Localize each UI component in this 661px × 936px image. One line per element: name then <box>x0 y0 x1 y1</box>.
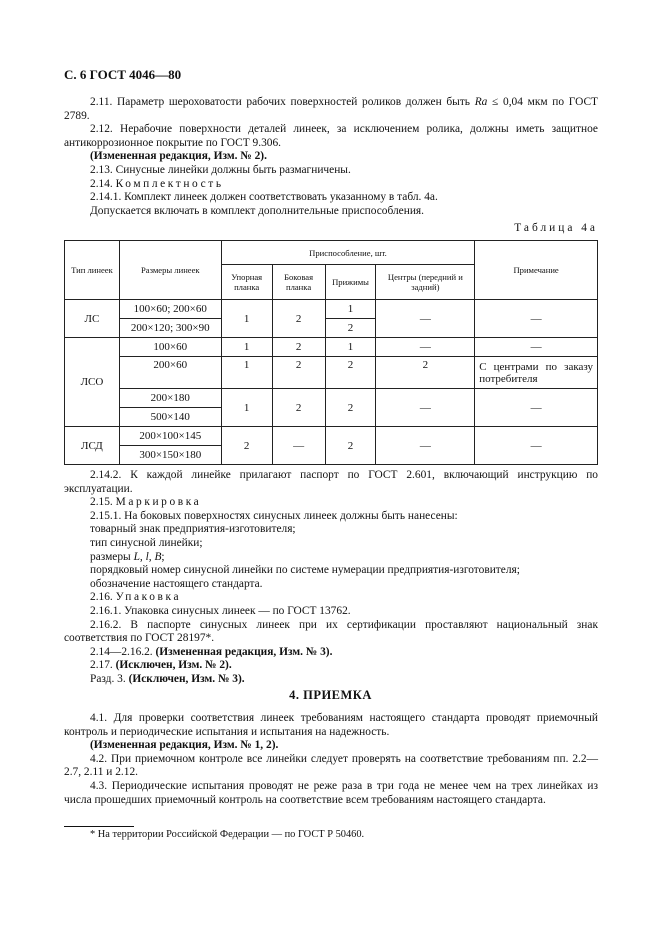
cell-value: 2 <box>325 427 376 465</box>
cell-value: — <box>376 427 475 465</box>
para-4-2: 4.2. При приемочном контроле все линейки следует проверять на соответствие требованиям пп. 2.2—2.7, 2.11 и 2.12. <box>64 752 598 779</box>
para-4-3: 4.3. Периодические испытания проводят не реже раза в три года не менее чем на трех линейках из числа прошедших приемочный контроль на соответствие всем требованиям настоящего стандарта. <box>64 779 598 806</box>
th-stop: Упорная планка <box>221 265 272 300</box>
list-item: товарный знак предприятия-изготовителя; <box>90 523 296 536</box>
para-2-11: 2.11. Параметр шероховатости рабочих поверхностей роликов должен быть Ra ≤ 0,04 мкм по ГОСТ 2789. <box>64 96 598 122</box>
cell-size: 500×140 <box>119 408 221 427</box>
table-caption: Таблица 4а <box>514 222 598 234</box>
cell-value: 2 <box>325 319 376 338</box>
th-clamp: Прижимы <box>325 265 376 300</box>
th-note: Примечание <box>475 241 598 300</box>
cell-value: 1 <box>221 357 272 389</box>
cell-size: 200×120; 300×90 <box>119 319 221 338</box>
cell-value: 2 <box>325 389 376 427</box>
razd-3-note: Разд. 3. (Исключен, Изм. № 3). <box>90 672 245 685</box>
para-2-17: 2.17. (Исключен, Изм. № 2). <box>90 659 232 672</box>
cell-value: 1 <box>325 300 376 319</box>
para-2-14-1: 2.14.1. Комплект линеек должен соответствовать указанному в табл. 4а. <box>90 191 438 204</box>
section4-text-block <box>64 712 598 807</box>
mod-note: 2.14—2.16.2. (Измененная редакция, Изм. № 3). <box>90 645 333 658</box>
cell-value: 2 <box>272 300 325 338</box>
cell-value: 1 <box>325 338 376 357</box>
cell-size: 200×180 <box>119 389 221 408</box>
para-2-12-mod: (Измененная редакция, Изм. № 2). <box>90 150 267 163</box>
cell-note: — <box>475 427 598 465</box>
top-text-block <box>64 96 598 218</box>
footnote: * На территории Российской Федерации — по ГОСТ Р 50460. <box>90 829 365 840</box>
cell-value: 1 <box>221 338 272 357</box>
para-2-14-2: 2.14.2. К каждой линейке прилагают паспорт по ГОСТ 2.601, включающий инструкцию по эксплуатации. <box>64 469 598 495</box>
cell-value: 2 <box>221 427 272 465</box>
para-2-12: 2.12. Нерабочие поверхности деталей линеек, за исключением ролика, должны иметь защитное антикоррозионное покрытие по ГОСТ 9.306. <box>64 123 598 149</box>
para-2-16: 2.16. Упаковка <box>90 591 182 604</box>
th-side: Боковая планка <box>272 265 325 300</box>
list-item: порядковый номер синусной линейки по системе нумерации предприятия-изготовителя; <box>90 564 520 577</box>
para-2-16-1: 2.16.1. Упаковка синусных линеек — по ГОСТ 13762. <box>90 604 351 617</box>
page-header: С. 6 ГОСТ 4046—80 <box>64 67 182 82</box>
cell-size: 200×60 <box>119 357 221 389</box>
para-2-13: 2.13. Синусные линейки должны быть размагничены. <box>90 163 351 176</box>
cell-value: 1 <box>221 300 272 338</box>
para-4-1-mod: (Измененная редакция, Изм. № 1, 2). <box>90 739 279 752</box>
para-2-14-1b: Допускается включать в комплект дополнительные приспособления. <box>90 204 425 217</box>
list-item: обозначение настоящего стандарта. <box>90 577 263 590</box>
cell-value: — <box>376 300 475 338</box>
cell-note: — <box>475 338 598 357</box>
cell-value: 2 <box>272 357 325 389</box>
para-2-15: 2.15. Маркировка <box>90 496 202 509</box>
para-2-16-2: 2.16.2. В паспорте синусных линеек при их сертификации проставляют национальный знак соответствия по ГОСТ 28197*. <box>64 618 598 645</box>
cell-size: 100×60; 200×60 <box>119 300 221 319</box>
th-fixture: Приспособление, шт. <box>221 241 475 265</box>
cell-value: 2 <box>325 357 376 389</box>
cell-value: 2 <box>376 357 475 389</box>
para-2-15-1: 2.15.1. На боковых поверхностях синусных линеек должны быть нанесены: <box>90 509 458 522</box>
cell-size: 300×150×180 <box>119 446 221 465</box>
cell-note: — <box>475 300 598 338</box>
cell-value: — <box>376 338 475 357</box>
cell-size: 100×60 <box>119 338 221 357</box>
footnote-divider <box>64 826 134 827</box>
cell-value: 2 <box>272 338 325 357</box>
cell-type-lsd: ЛСД <box>65 427 120 465</box>
cell-note: — <box>475 389 598 427</box>
cell-value: 2 <box>272 389 325 427</box>
para-4-1: 4.1. Для проверки соответствия линеек требованиям настоящего стандарта проводят приемочный контроль и периодические испытания и испытания на надежность. <box>64 712 598 738</box>
cell-value: 1 <box>221 389 272 427</box>
list-item: тип синусной линейки; <box>90 536 203 549</box>
th-size: Размеры линеек <box>119 241 221 300</box>
cell-value: — <box>376 389 475 427</box>
mid-text-block <box>64 469 598 687</box>
para-2-14: 2.14. Комплектность <box>90 177 224 190</box>
th-centers: Центры (передний и задний) <box>376 265 475 300</box>
cell-type-ls: ЛС <box>65 300 120 338</box>
table-4a <box>64 240 598 465</box>
th-type: Тип линеек <box>65 241 120 300</box>
list-item: размеры L, l, B; <box>90 550 165 563</box>
cell-value: — <box>272 427 325 465</box>
cell-note: С центрами по заказу потребителя <box>475 357 598 389</box>
section-title: 4. ПРИЕМКА <box>289 688 372 702</box>
cell-type-lso: ЛСО <box>65 338 120 427</box>
cell-size: 200×100×145 <box>119 427 221 446</box>
